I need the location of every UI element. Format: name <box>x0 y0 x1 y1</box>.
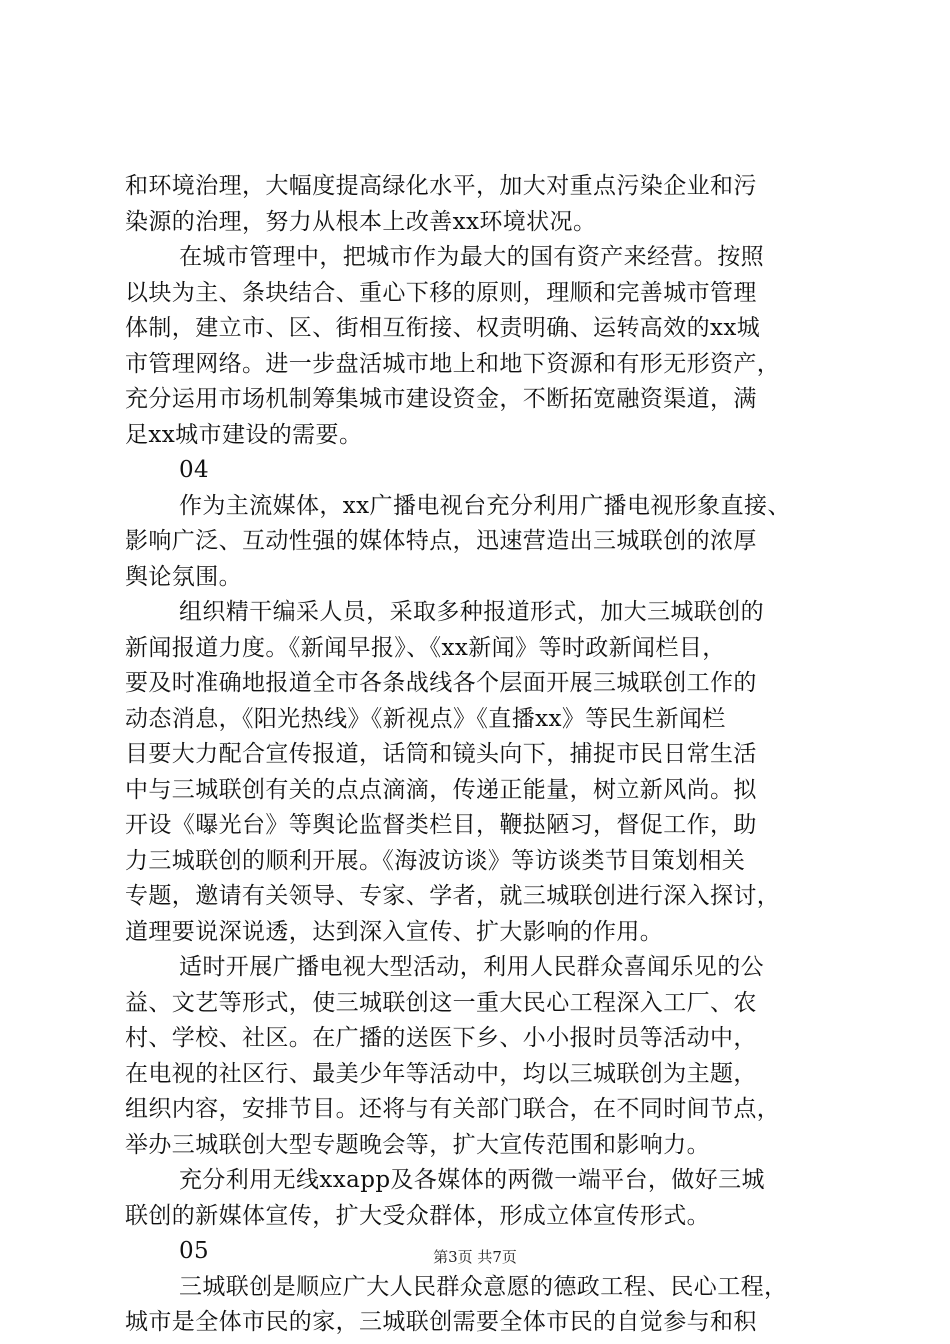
text-line: 城市是全体市民的家，三城联创需要全体市民的自觉参与和积 <box>125 1309 757 1335</box>
text-line: 市管理网络。进一步盘活城市地上和地下资源和有形无形资产， <box>125 350 781 377</box>
text-line: 舆论氛围。 <box>125 563 242 590</box>
text-line: 充分运用市场机制筹集城市建设资金，不断拓宽融资渠道，满 <box>125 386 757 412</box>
text-line: 三城联创是顺应广大人民群众意愿的德政工程、民心工程， <box>179 1273 788 1300</box>
text-line: 影响广泛、互动性强的媒体特点，迅速营造出三城联创的浓厚 <box>125 528 757 554</box>
text-line: 动态消息，《阳光热线》《新视点》《直播xx》等民生新闻栏 <box>125 705 726 732</box>
text-line: 道理要说深说透，达到深入宣传、扩大影响的作用。 <box>125 918 664 945</box>
text-line: 体制，建立市、区、街相互衔接、权责明确、运转高效的xx城 <box>125 315 761 341</box>
text-line: 联创的新媒体宣传，扩大受众群体，形成立体宣传形式。 <box>125 1202 710 1229</box>
text-line: 专题，邀请有关领导、专家、学者，就三城联创进行深入探讨， <box>125 883 781 909</box>
text-line: 05 <box>179 1238 210 1264</box>
text-line: 益、文艺等形式，使三城联创这一重大民心工程深入工厂、农 <box>125 989 757 1016</box>
text-line: 和环境治理，大幅度提高绿化水平，加大对重点污染企业和污 <box>125 173 757 199</box>
text-line: 新闻报道力度。《新闻早报》、《xx新闻》等时政新闻栏目， <box>125 634 726 661</box>
text-line: 适时开展广播电视大型活动，利用人民群众喜闻乐见的公 <box>179 954 764 980</box>
text-line: 组织内容，安排节目。还将与有关部门联合，在不同时间节点， <box>125 1096 781 1122</box>
text-line: 以块为主、条块结合、重心下移的原则，理顺和完善城市管理 <box>125 279 757 306</box>
document-body <box>125 169 835 1341</box>
text-line: 中与三城联创有关的点点滴滴，传递正能量，树立新风尚。拟 <box>125 776 757 803</box>
text-line: 作为主流媒体，xx广播电视台充分利用广播电视形象直接、 <box>179 492 791 519</box>
text-line: 在电视的社区行、最美少年等活动中，均以三城联创为主题， <box>125 1060 757 1087</box>
text-line: 目要大力配合宣传报道，话筒和镜头向下，捕捉市民日常生活 <box>125 741 757 767</box>
text-line: 举办三城联创大型专题晚会等，扩大宣传范围和影响力。 <box>125 1131 710 1158</box>
text-line: 染源的治理，努力从根本上改善xx环境状况。 <box>125 208 597 235</box>
text-line: 充分利用无线xxapp及各媒体的两微一端平台，做好三城 <box>179 1167 765 1193</box>
page-footer: 第3页 共7页 <box>433 1248 517 1266</box>
text-line: 力三城联创的顺利开展。《海波访谈》等访谈类节目策划相关 <box>125 847 746 874</box>
text-line: 04 <box>179 457 210 483</box>
text-line: 要及时准确地报道全市各条战线各个层面开展三城联创工作的 <box>125 670 757 696</box>
text-line: 村、学校、社区。在广播的送医下乡、小小报时员等活动中， <box>125 1025 757 1051</box>
text-line: 足xx城市建设的需要。 <box>125 421 363 448</box>
text-line: 组织精干编采人员，采取多种报道形式，加大三城联创的 <box>179 599 764 625</box>
text-line: 在城市管理中，把城市作为最大的国有资产来经营。按照 <box>179 244 764 270</box>
text-line: 开设《曝光台》等舆论监督类栏目，鞭挞陋习，督促工作，助 <box>125 812 757 838</box>
